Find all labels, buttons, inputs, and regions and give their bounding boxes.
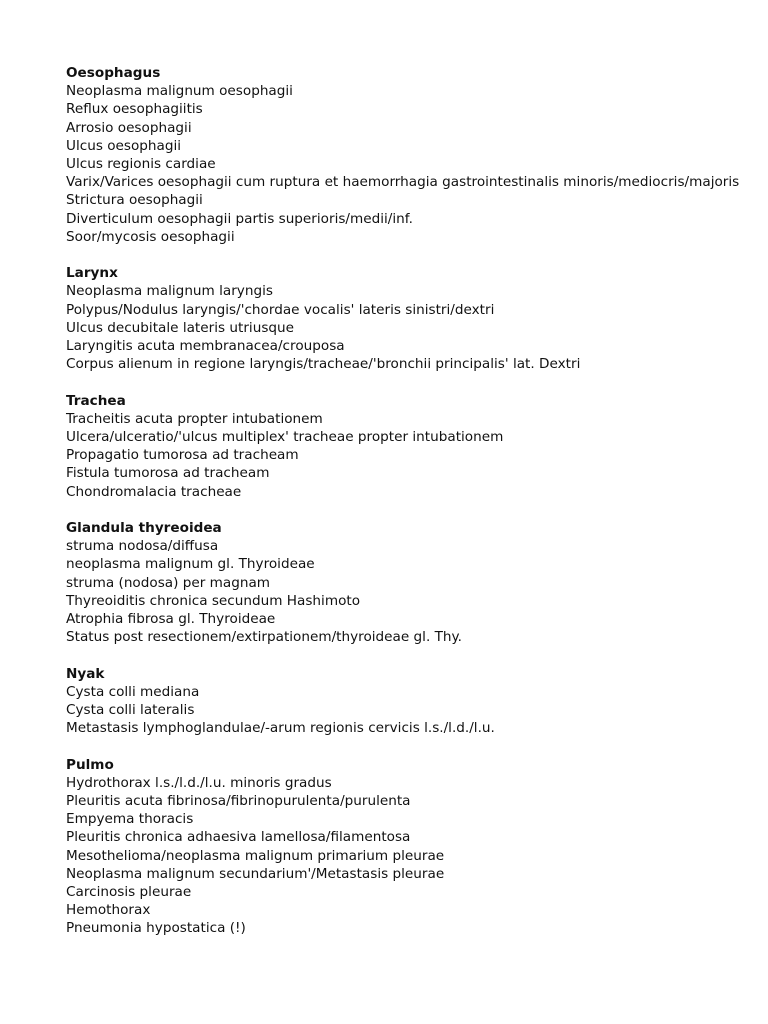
list-item: Chondromalacia tracheae (66, 483, 242, 500)
list-item: Corpus alienum in regione laryngis/tracheae/'bronchii principalis' lat. Dextri (66, 356, 581, 373)
list-item: Tracheitis acuta propter intubationem (66, 410, 323, 427)
section-nyak (66, 665, 768, 738)
list-item: Empyema thoracis (66, 811, 194, 828)
list-item: Neoplasma malignum laryngis (66, 283, 273, 300)
list-item: Atrophia fibrosa gl. Thyroideae (66, 611, 276, 628)
list-item: Mesothelioma/neoplasma malignum primarium pleurae (66, 847, 445, 864)
section-title: Larynx (66, 265, 118, 282)
list-item: Pneumonia hypostatica (!) (66, 920, 246, 937)
list-item: Fistula tumorosa ad tracheam (66, 465, 270, 482)
list-item: Soor/mycosis oesophagii (66, 228, 235, 245)
section-glandula-thyreoidea (66, 519, 768, 646)
list-item: Cysta colli mediana (66, 683, 200, 700)
list-item: Laryngitis acuta membranacea/crouposa (66, 338, 345, 355)
section-oesophagus (66, 64, 768, 246)
list-item: Thyreoiditis chronica secundum Hashimoto (66, 592, 361, 609)
list-item: Reflux oesophagiitis (66, 101, 203, 118)
document-page (66, 64, 768, 956)
list-item: Ulcus regionis cardiae (66, 156, 216, 173)
list-item: Ulcera/ulceratio/'ulcus multiplex' tracheae propter intubationem (66, 429, 504, 446)
section-title: Trachea (66, 392, 126, 409)
section-pulmo (66, 756, 768, 938)
list-item: Polypus/Nodulus laryngis/'chordae vocalis' lateris sinistri/dextri (66, 301, 495, 318)
list-item: Varix/Varices oesophagii cum ruptura et haemorrhagia gastrointestinalis minoris/mediocris/majoris (66, 174, 740, 191)
list-item: Hydrothorax l.s./l.d./l.u. minoris gradus (66, 774, 332, 791)
list-item: Neoplasma malignum secundarium'/Metastasis pleurae (66, 865, 445, 882)
list-item: Carcinosis pleurae (66, 884, 192, 901)
list-item: Arrosio oesophagii (66, 119, 192, 136)
section-larynx (66, 264, 768, 373)
list-item: Propagatio tumorosa ad tracheam (66, 447, 299, 464)
list-item: Neoplasma malignum oesophagii (66, 83, 293, 100)
section-trachea (66, 392, 768, 501)
list-item: neoplasma malignum gl. Thyroideae (66, 556, 315, 573)
section-title: Pulmo (66, 756, 114, 773)
list-item: Cysta colli lateralis (66, 702, 195, 719)
list-item: Pleuritis chronica adhaesiva lamellosa/filamentosa (66, 829, 411, 846)
list-item: Hemothorax (66, 902, 151, 919)
list-item: Diverticulum oesophagii partis superioris/medii/inf. (66, 210, 413, 227)
list-item: Ulcus decubitale lateris utriusque (66, 319, 295, 336)
list-item: struma (nodosa) per magnam (66, 574, 271, 591)
list-item: Status post resectionem/extirpationem/thyroideae gl. Thy. (66, 629, 462, 646)
section-title: Oesophagus (66, 65, 161, 81)
list-item: Ulcus oesophagii (66, 137, 182, 154)
list-item: Strictura oesophagii (66, 192, 203, 209)
section-title: Nyak (66, 665, 105, 682)
list-item: Pleuritis acuta fibrinosa/fibrinopurulenta/purulenta (66, 793, 411, 810)
section-title: Glandula thyreoidea (66, 520, 222, 537)
list-item: struma nodosa/diffusa (66, 538, 219, 555)
list-item: Metastasis lymphoglandulae/-arum regionis cervicis l.s./l.d./l.u. (66, 720, 495, 737)
